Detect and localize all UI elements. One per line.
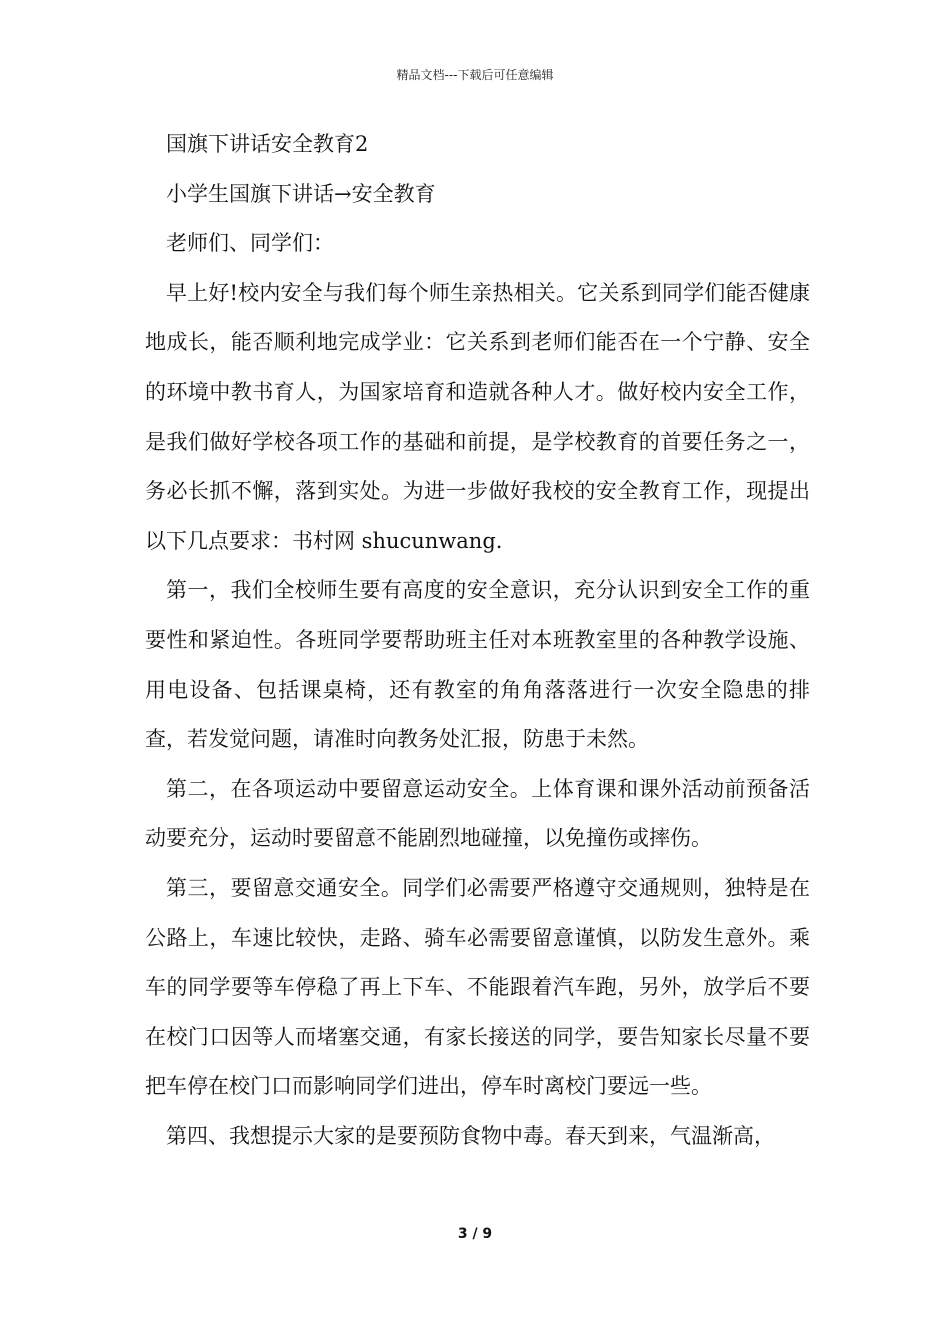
document-subtitle: 小学生国旗下讲话→安全教育 bbox=[166, 181, 436, 206]
document-body bbox=[145, 120, 810, 1161]
page-number: 3 / 9 bbox=[457, 1226, 493, 1242]
header-note: 精品文档---下载后可任意编辑 bbox=[396, 68, 554, 82]
document-title: 国旗下讲话安全教育2 bbox=[166, 132, 369, 156]
paragraph-4: 第三，要留意交通安全。同学们必需要严格遵守交通规则，独特是在公路上，车速比较快，走路、骑车必需要留意谨慎，以防发生意外。乘车的同学要等车停稳了再上下车、不能跟着汽车跑，另外，放学后不要在校门口因等人而堵塞交通，有家长接送的同学，要告知家长尽量不要把车停在校门口而影响同学们进出，停车时离校门要远一些。 bbox=[145, 875, 810, 1099]
paragraph-5: 第四、我想提示大家的是要预防食物中毒。春天到来，气温渐高， bbox=[166, 1123, 775, 1148]
paragraph-1: 早上好!校内安全与我们每个师生亲热相关。它关系到同学们能否健康地成长，能否顺利地完成学业：它关系到老师们能否在一个宁静、安全的环境中教书育人，为国家培育和造就各种人才。做好校内安全工作，是我们做好学校各项工作的基础和前提，是学校教育的首要任务之一，务必长抓不懈，落到实处。为进一步做好我校的安全教育工作，现提出以下几点要求：书村网 shucunwang. bbox=[145, 280, 810, 553]
paragraph-3: 第二，在各项运动中要留意运动安全。上体育课和课外活动前预备活动要充分，运动时要留意不能剧烈地碰撞，以免撞伤或摔伤。 bbox=[145, 776, 810, 851]
greeting: 老师们、同学们： bbox=[166, 231, 334, 256]
paragraph-2: 第一，我们全校师生要有高度的安全意识，充分认识到安全工作的重要性和紧迫性。各班同学要帮助班主任对本班教室里的各种教学设施、用电设备、包括课桌椅，还有教室的角角落落进行一次安全隐患的排查，若发觉问题，请准时向教务处汇报，防患于未然。 bbox=[145, 578, 810, 752]
